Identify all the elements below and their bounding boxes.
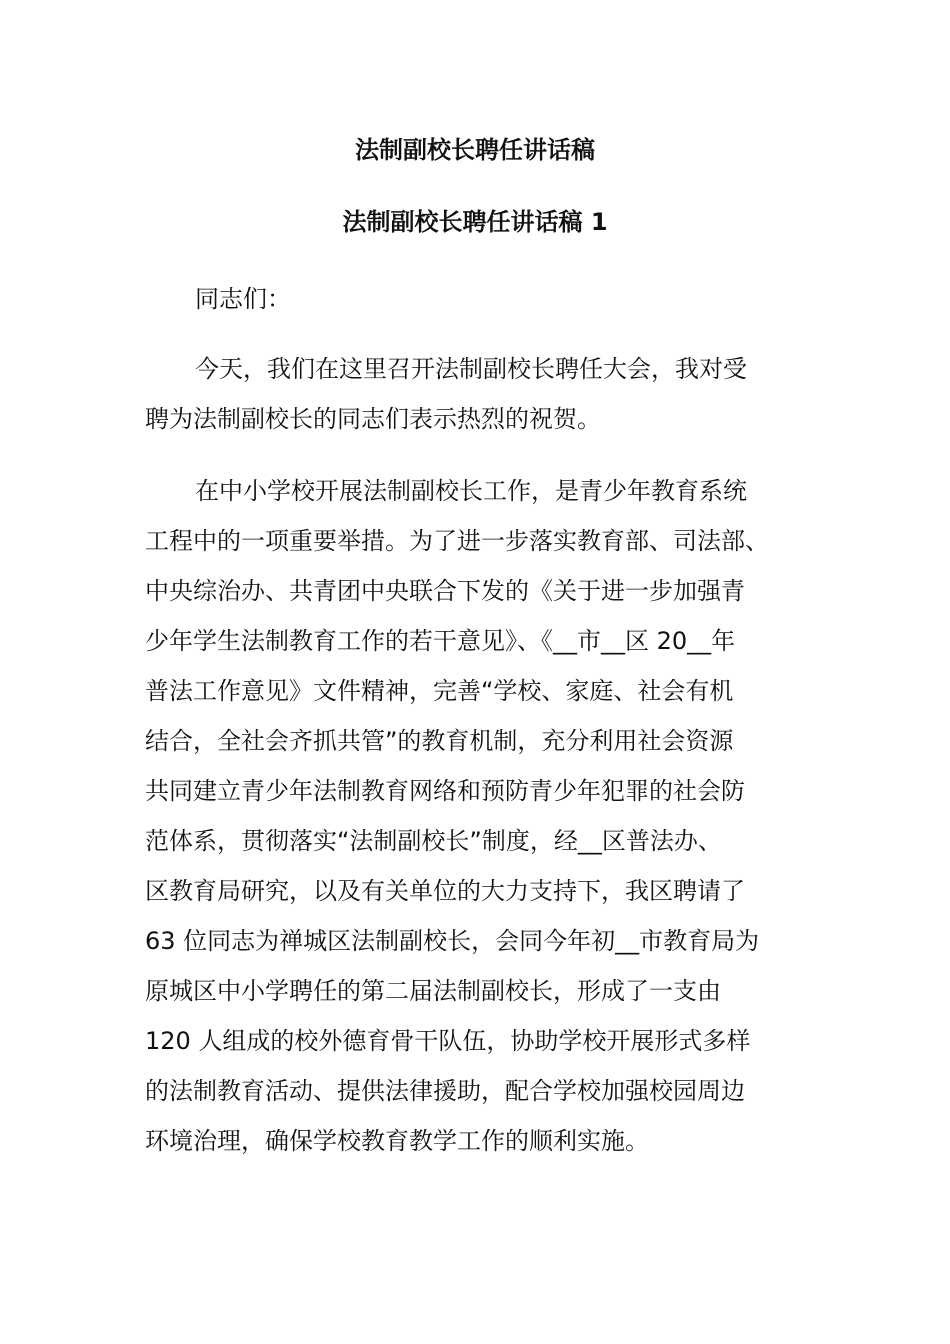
salutation-paragraph	[145, 274, 805, 324]
paragraph-line: 普法工作意见》文件精神，完善“学校、家庭、社会有机	[145, 677, 734, 705]
paragraph-line: 在中小学校开展法制副校长工作，是青少年教育系统	[195, 477, 747, 505]
paragraph-line: 63 位同志为禅城区法制副校长，会同今年初__市教育局为	[145, 927, 760, 955]
paragraph-line: 原城区中小学聘任的第二届法制副校长，形成了一支由	[145, 977, 721, 1005]
paragraph-line: 共同建立青少年法制教育网络和预防青少年犯罪的社会防	[145, 777, 745, 805]
paragraph-line: 120 人组成的校外德育骨干队伍，协助学校开展形式多样	[145, 1027, 751, 1055]
document-title: 法制副校长聘任讲话稿	[355, 136, 595, 164]
body-paragraph-1	[145, 344, 805, 444]
paragraph-line: 聘为法制副校长的同志们表示热烈的祝贺。	[145, 405, 601, 433]
paragraph-line: 工程中的一项重要举措。为了进一步落实教育部、司法部、	[145, 527, 769, 555]
paragraph-line: 范体系，贯彻落实“法制副校长”制度，经__区普法办、	[145, 827, 722, 855]
paragraph-line: 少年学生法制教育工作的若干意见》、《__市__区 20__年	[145, 627, 736, 655]
document-subtitle: 法制副校长聘任讲话稿 1	[342, 208, 608, 236]
paragraph-line: 中央综治办、共青团中央联合下发的《关于进一步加强青	[145, 577, 745, 605]
salutation-line: 同志们：	[195, 285, 291, 313]
paragraph-line: 的法制教育活动、提供法律援助，配合学校加强校园周边	[145, 1077, 745, 1105]
paragraph-line: 环境治理，确保学校教育教学工作的顺利实施。	[145, 1127, 649, 1155]
paragraph-line: 结合，全社会齐抓共管”的教育机制，充分利用社会资源	[145, 727, 734, 755]
paragraph-line: 区教育局研究，以及有关单位的大力支持下，我区聘请了	[145, 877, 745, 905]
paragraph-line: 今天，我们在这里召开法制副校长聘任大会，我对受	[195, 355, 747, 383]
body-paragraph-2	[145, 466, 805, 1166]
